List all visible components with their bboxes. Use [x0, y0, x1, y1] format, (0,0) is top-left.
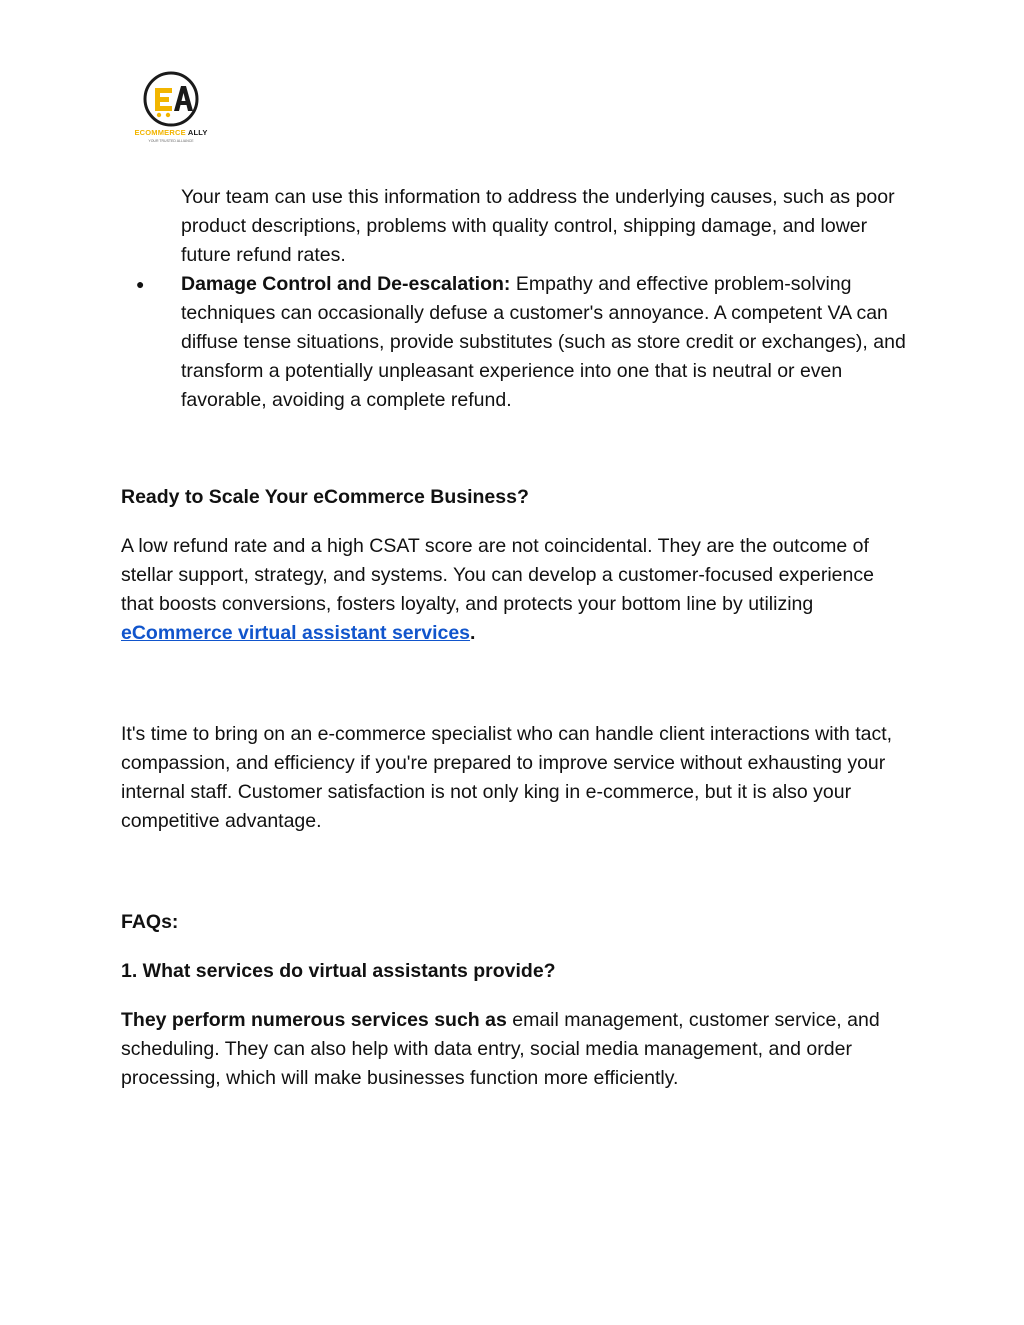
intro-continuation: Your team can use this information to address the underlying causes, such as poor product descriptions, problems with quality control, shipping damage, and lower future refund rates. — [181, 186, 895, 266]
faq-answer-1: They perform numerous services such as email management, customer service, and scheduling. They can also help with data entry, social media management, and order processing, which will make businesses function more efficiently. — [121, 1009, 880, 1089]
bullet-damage-control — [121, 270, 911, 415]
logo-wordmark: ECOMMERCE ALLY — [134, 128, 208, 137]
scale-paragraph-1: A low refund rate and a high CSAT score are not coincidental. They are the outcome of stellar support, strategy, and systems. You can develop a customer-focused experience that boosts conversions, fosters loyalty, and protects your bottom line by utilizing eCommerce virtual assistant services. — [121, 535, 874, 644]
faq-question-1: 1. What services do virtual assistants provide? — [121, 960, 556, 982]
bullet-text: Empathy and effective problem-solving techniques can occasionally defuse a customer's annoyance. A competent VA can diffuse tense situations, provide substitutes (such as store credit or exchanges), and transform a potentially unpleasant experience into one that is neutral or even favorable, avoiding a complete refund. — [181, 273, 906, 411]
scale-paragraph-2: It's time to bring on an e-commerce specialist who can handle client interactions with tact, compassion, and efficiency if you're prepared to improve service without exhausting your internal staff. Customer satisfaction is not only king in e-commerce, but it is also your competitive advantage. — [121, 723, 893, 832]
document-body — [121, 183, 911, 1093]
scale-heading: Ready to Scale Your eCommerce Business? — [121, 486, 529, 508]
bullet-label: Damage Control and De-escalation: — [181, 273, 511, 295]
bullet-dot: ● — [136, 276, 145, 292]
faqs-heading: FAQs: — [121, 911, 179, 933]
logo-emblem — [128, 70, 214, 128]
company-logo — [128, 70, 214, 150]
logo-tagline: YOUR TRUSTED ALLIANCE — [148, 139, 194, 143]
ecommerce-va-services-link[interactable]: eCommerce virtual assistant services — [121, 622, 471, 644]
